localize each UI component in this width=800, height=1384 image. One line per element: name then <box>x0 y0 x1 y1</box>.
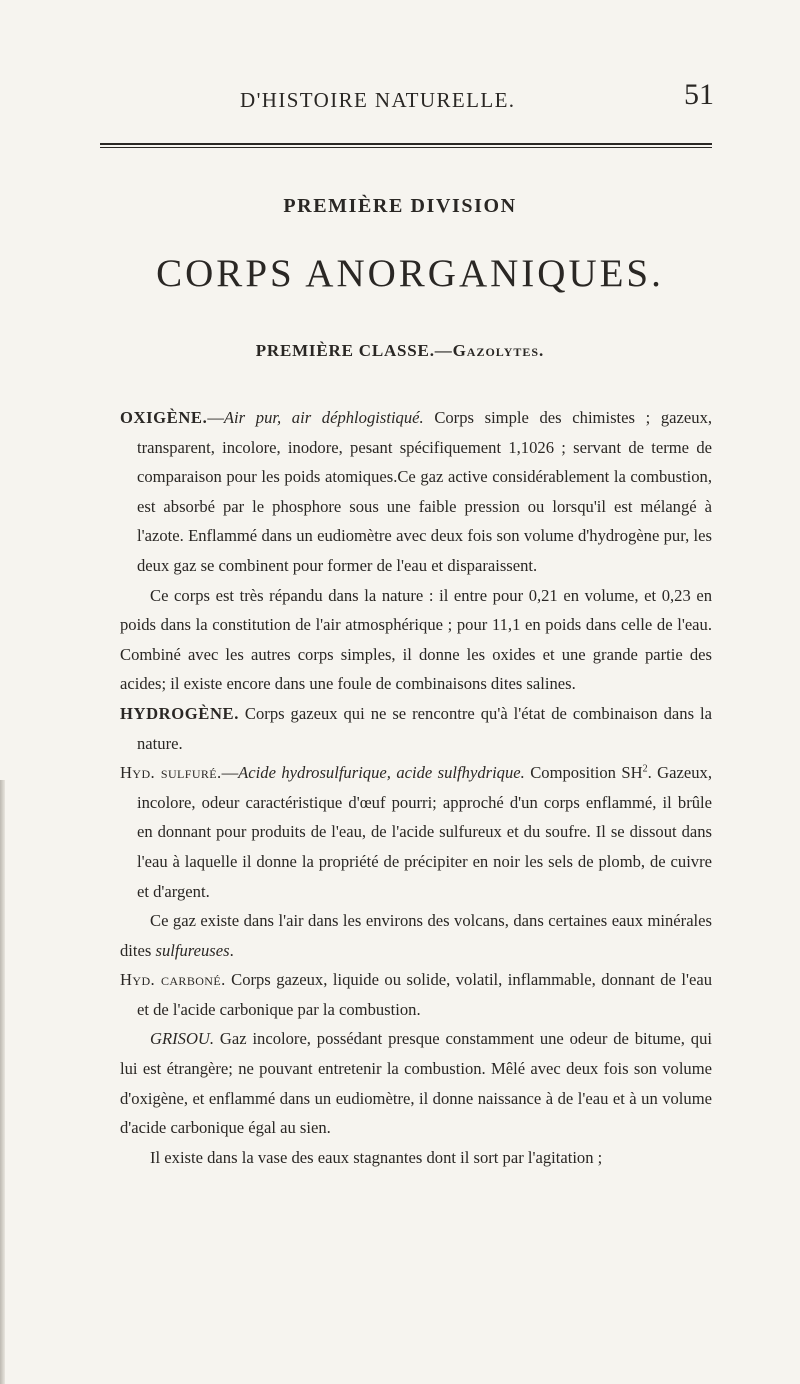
body-text <box>120 403 712 1172</box>
entry-head: HYDROGÈNE. <box>120 703 239 723</box>
paragraph-text: Ce gaz existe dans l'air dans les environs des volcans, dans certaines eaux minérales dites <box>120 911 712 960</box>
running-title: D'HISTOIRE NATURELLE. <box>240 88 516 112</box>
running-head <box>240 78 714 113</box>
header-rule-thin <box>100 147 712 148</box>
entry-text: . Gazeux, incolore, odeur caractéristique d'œuf pourri; approché d'un corps enflammé, il brûle en donnant pour produits de l'eau, de l'acide sulfureux et du soufre. Il se dissout dans l'eau à laquelle il donne la propriété de précipiter en noir les sels de plomb, de cuivre et d'argent. <box>137 763 712 901</box>
page-number: 51 <box>684 78 714 111</box>
header-rule-thick <box>100 143 712 145</box>
entry-dash: — <box>221 763 239 783</box>
entry-text: Corps gazeux qui ne se rencontre qu'à l'état de combinaison dans la nature. <box>137 703 712 753</box>
class-heading <box>0 341 800 361</box>
entry-synonyms: Acide hydrosulfurique, acide sulfhydrique. <box>238 763 525 783</box>
entry-text: Gaz incolore, possédant presque constamment une odeur de bitume, qui lui est étrangère; ne pouvant entretenir la combustion. Mêlé avec deux fois son volume d'oxigène, et enflammé dans un eudiomètre, il donne naissance à de l'eau et à un volume d'acide carbonique égal au sien. <box>120 1029 712 1138</box>
paragraph-oxygene-nature: Ce corps est très répandu dans la nature : il entre pour 0,21 en volume, et 0,23 en poids dans la constitution de l'air atmosphérique ; pour 11,1 en poids dans celle de l'eau. Combiné avec les autres corps simples, il donne les oxides et une grande partie des acides; il existe encore dans une foule de combinaisons dites salines. <box>120 585 712 694</box>
paragraph-grisou-nature: Il existe dans la vase des eaux stagnantes dont il sort par l'agitation ; <box>150 1147 603 1167</box>
entry-text: Corps simple des chimistes ; gazeux, transparent, incolore, inodore, pesant spécifiquement 1,1026 ; servant de terme de comparaison pour les poids atomiques.Ce gaz active considérablement la combustion, est absorbé par le phosphore sous une faible pression ou lorsqu'il est mélangé à l'azote. Enflammé dans un eudiomètre avec deux fois son volume d'hydrogène pur, les deux gaz se combinent pour former de l'eau et disparaissent. <box>137 408 713 575</box>
entry-head: OXIGÈNE. <box>120 408 208 427</box>
formula-superscript: 2 <box>642 763 648 775</box>
entry-head: GRISOU. <box>150 1029 215 1049</box>
entry-text: Corps gazeux, liquide ou solide, volatil, inflammable, donnant de l'eau et de l'acide carbonique par la combustion. <box>137 970 712 1019</box>
entry-synonyms: Air pur, air déphlogistiqué. <box>223 408 424 427</box>
paragraph-italic: sulfureuses <box>155 940 230 960</box>
entry-head: Hyd. carboné. <box>120 970 226 990</box>
division-title: PREMIÈRE DIVISION <box>283 195 517 217</box>
binding-shadow <box>0 780 5 1384</box>
entry-text: Composition SH <box>524 763 643 783</box>
main-title: CORPS ANORGANIQUES. <box>156 252 664 295</box>
class-label: PREMIÈRE CLASSE <box>255 341 430 360</box>
paragraph-hyd-sulfure-nature <box>120 906 712 965</box>
class-subtitle: Gazolytes. <box>452 341 545 360</box>
entry-oxygene <box>120 403 712 581</box>
paragraph-text: . <box>229 940 234 960</box>
entry-hydrogene <box>120 699 712 758</box>
class-separator: .— <box>429 341 453 360</box>
entry-hyd-sulfure <box>120 758 712 906</box>
entry-dash: — <box>207 408 224 427</box>
entry-grisou <box>120 1024 712 1142</box>
entry-hyd-carbone <box>120 965 712 1024</box>
entry-head: Hyd. sulfuré. <box>120 763 222 783</box>
